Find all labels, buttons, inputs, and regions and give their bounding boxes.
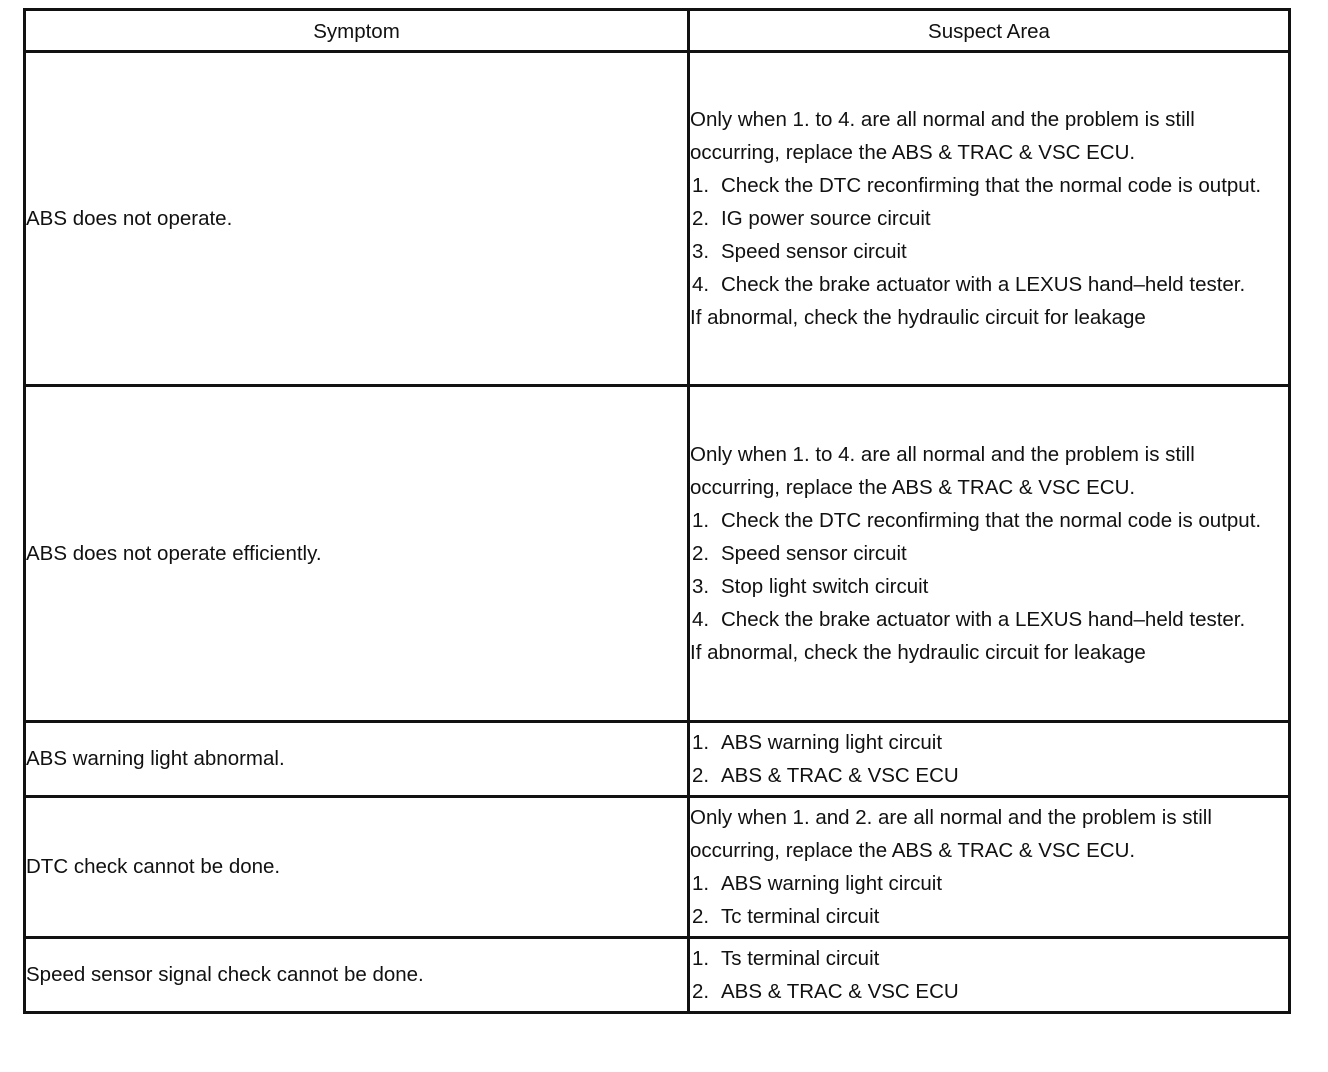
item-number: 4. <box>692 273 710 296</box>
item-text: Check the brake actuator with a LEXUS hand–held tester. <box>721 608 1246 631</box>
note-text: If abnormal, check the hydraulic circuit for leakage <box>690 641 1146 664</box>
suspect-area-header: Suspect Area <box>689 10 1290 52</box>
list-item <box>690 235 1288 268</box>
note-text: If abnormal, check the hydraulic circuit for leakage <box>690 306 1146 329</box>
table-row <box>25 386 1290 722</box>
steps-list <box>690 504 1288 636</box>
suspect-area-cell <box>689 797 1290 938</box>
item-number: 2. <box>692 207 710 230</box>
symptom-cell: DTC check cannot be done. <box>25 797 689 938</box>
list-item <box>690 169 1288 202</box>
symptom-header: Symptom <box>25 10 689 52</box>
list-item <box>690 603 1288 636</box>
list-item <box>690 975 1288 1008</box>
steps-list <box>690 867 1288 933</box>
list-item <box>690 504 1288 537</box>
suspect-area-cell <box>689 386 1290 722</box>
item-number: 2. <box>692 542 710 565</box>
header-row <box>25 10 1290 52</box>
steps-list <box>690 942 1288 1008</box>
item-number: 1. <box>692 174 710 197</box>
list-item <box>690 942 1288 975</box>
list-item <box>690 537 1288 570</box>
item-text: IG power source circuit <box>721 207 931 230</box>
list-item <box>690 900 1288 933</box>
item-text: Ts terminal circuit <box>721 947 880 970</box>
item-number: 2. <box>692 905 710 928</box>
suspect-area-cell <box>689 938 1290 1013</box>
item-text: Speed sensor circuit <box>721 240 907 263</box>
item-number: 3. <box>692 575 710 598</box>
item-text: Tc terminal circuit <box>721 905 880 928</box>
symptom-cell: ABS does not operate. <box>25 52 689 386</box>
item-number: 1. <box>692 872 710 895</box>
steps-list <box>690 169 1288 301</box>
list-item <box>690 202 1288 235</box>
item-text: ABS & TRAC & VSC ECU <box>721 980 959 1003</box>
item-text: Stop light switch circuit <box>721 575 929 598</box>
table-row <box>25 938 1290 1013</box>
list-item <box>690 726 1288 759</box>
item-number: 1. <box>692 947 710 970</box>
suspect-area-cell <box>689 52 1290 386</box>
item-number: 2. <box>692 764 710 787</box>
item-text: Check the brake actuator with a LEXUS hand–held tester. <box>721 273 1246 296</box>
suspect-area-cell <box>689 722 1290 797</box>
item-text: Check the DTC reconfirming that the normal code is output. <box>721 509 1262 532</box>
symptom-cell: Speed sensor signal check cannot be done. <box>25 938 689 1013</box>
table-row <box>25 797 1290 938</box>
list-item <box>690 268 1288 301</box>
list-item <box>690 867 1288 900</box>
table-row <box>25 52 1290 386</box>
item-number: 1. <box>692 509 710 532</box>
item-number: 1. <box>692 731 710 754</box>
steps-list <box>690 726 1288 792</box>
item-text: Check the DTC reconfirming that the normal code is output. <box>721 174 1262 197</box>
intro-text: Only when 1. and 2. are all normal and the problem is still occurring, replace the ABS & TRAC & VSC ECU. <box>690 806 1212 862</box>
item-text: Speed sensor circuit <box>721 542 907 565</box>
intro-text: Only when 1. to 4. are all normal and the problem is still occurring, replace the ABS & TRAC & VSC ECU. <box>690 108 1195 164</box>
symptom-cell: ABS does not operate efficiently. <box>25 386 689 722</box>
item-text: ABS warning light circuit <box>721 872 943 895</box>
troubleshooting-table <box>23 8 1291 1014</box>
list-item <box>690 759 1288 792</box>
item-text: ABS & TRAC & VSC ECU <box>721 764 959 787</box>
item-number: 3. <box>692 240 710 263</box>
table-row <box>25 722 1290 797</box>
intro-text: Only when 1. to 4. are all normal and the problem is still occurring, replace the ABS & TRAC & VSC ECU. <box>690 443 1195 499</box>
item-text: ABS warning light circuit <box>721 731 943 754</box>
list-item <box>690 570 1288 603</box>
item-number: 4. <box>692 608 710 631</box>
item-number: 2. <box>692 980 710 1003</box>
symptom-cell: ABS warning light abnormal. <box>25 722 689 797</box>
